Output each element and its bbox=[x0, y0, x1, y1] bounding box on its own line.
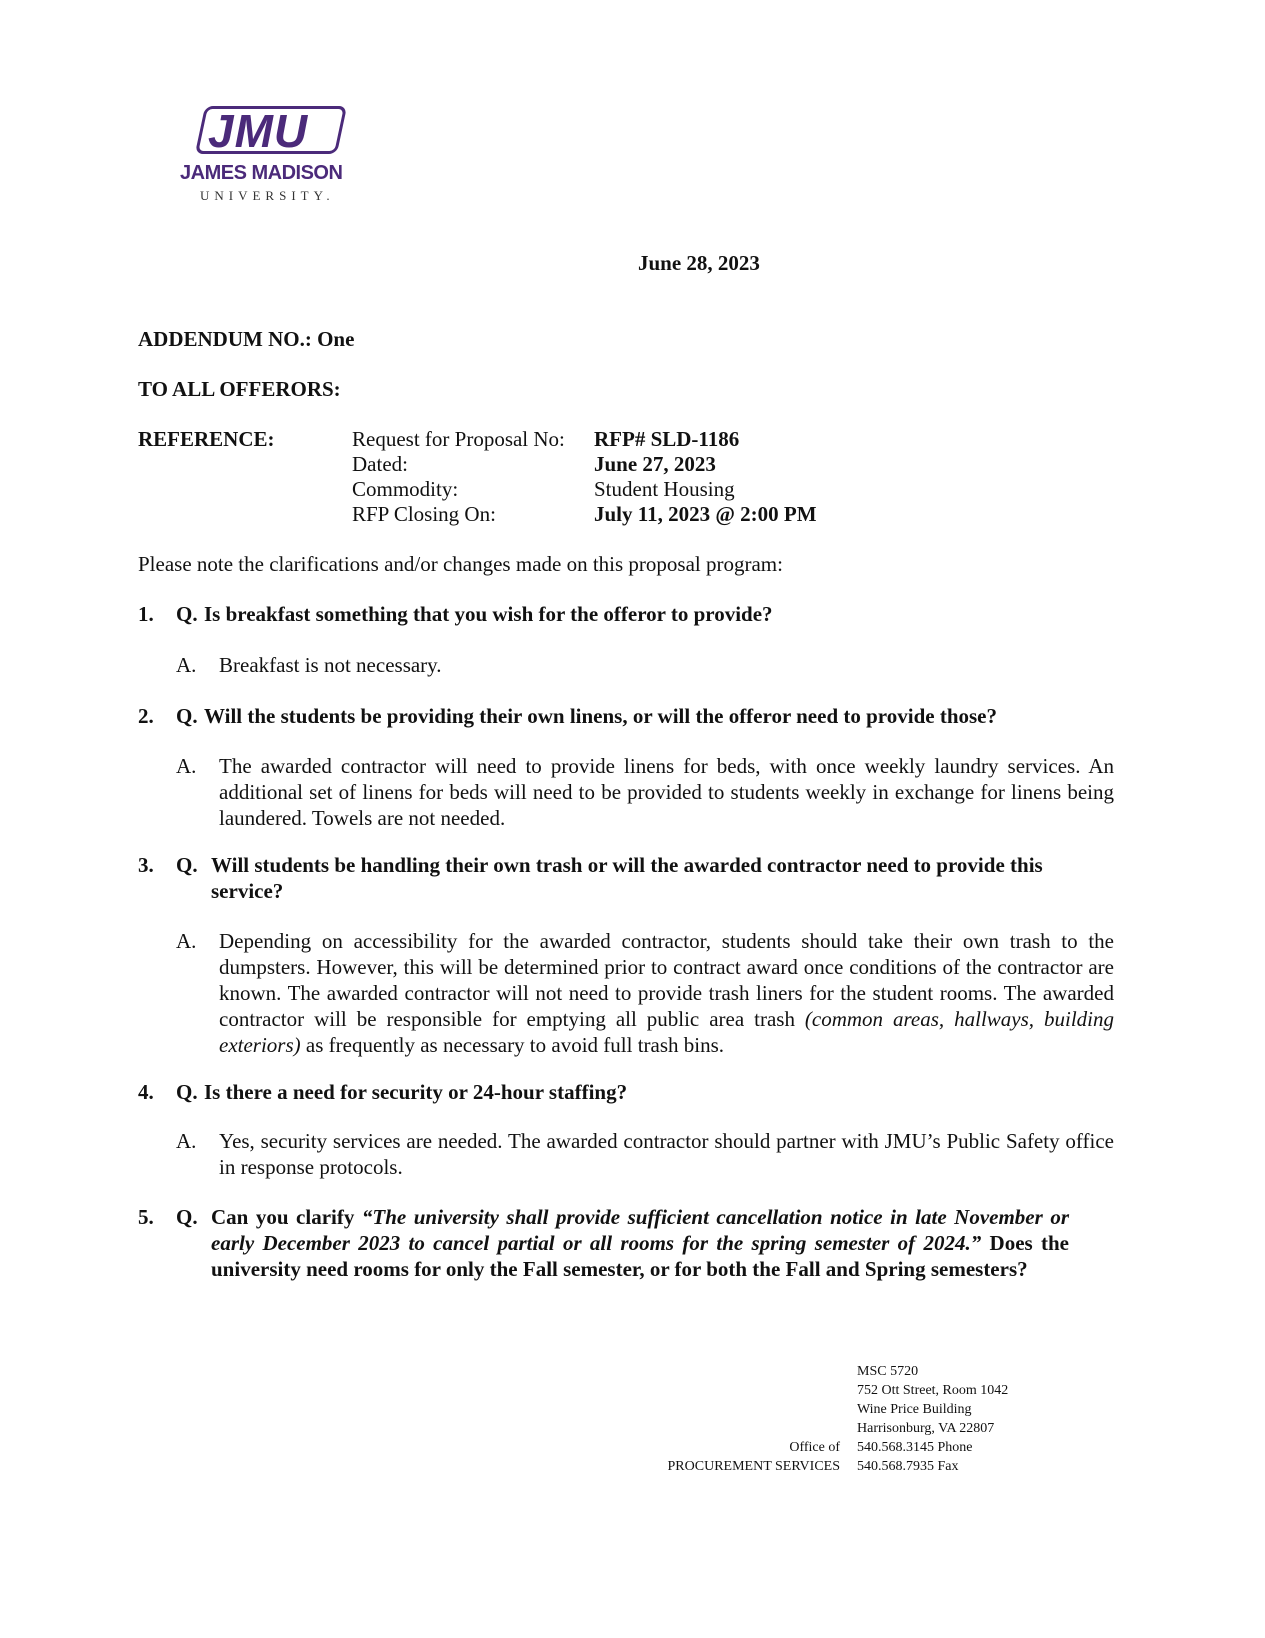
reference-row-value: July 11, 2023 @ 2:00 PM bbox=[594, 502, 817, 526]
question-marker: Q. bbox=[176, 853, 198, 877]
address-line: 752 Ott Street, Room 1042 bbox=[857, 1383, 1009, 1398]
question-marker: Q. bbox=[176, 704, 198, 728]
office-line: PROCUREMENT SERVICES bbox=[667, 1459, 840, 1474]
intro-text: Please note the clarifications and/or changes made on this proposal program: bbox=[138, 552, 783, 576]
address-line: 540.568.7935 Fax bbox=[857, 1459, 959, 1474]
jmu-logo-name: JAMES MADISON bbox=[180, 162, 343, 184]
answer-text-part: Depending on accessibility for the awarded contractor, students should take their own trash to the dumpsters. However, this will be determined prior to contract award once conditions of the contractor are known. The awarded contractor will not need to provide trash liners for the student rooms. The awarded contractor will be responsible for emptying all public area trash bbox=[219, 929, 1114, 1031]
jmu-logo-subtitle: UNIVERSITY. bbox=[200, 188, 335, 203]
answer-marker: A. bbox=[176, 929, 197, 953]
question-quote: “The university shall provide sufficient cancellation notice in late November or early December 2023 to cancel partial or all rooms for the spring semester of 2024.” bbox=[211, 1205, 1069, 1255]
reference-row-label: Request for Proposal No: bbox=[352, 427, 565, 451]
question-marker: Q. bbox=[176, 1205, 198, 1229]
item-number: 5. bbox=[138, 1205, 154, 1229]
answer-marker: A. bbox=[176, 754, 197, 778]
letter-date: June 28, 2023 bbox=[638, 251, 760, 275]
office-address bbox=[857, 1362, 1008, 1476]
answer-text: Breakfast is not necessary. bbox=[219, 653, 442, 677]
address-line: Wine Price Building bbox=[857, 1402, 972, 1417]
answer-text: Yes, security services are needed. The awarded contractor should partner with JMU’s Public Safety office in response protocols. bbox=[219, 1129, 1114, 1179]
office-line: Office of bbox=[789, 1440, 840, 1455]
reference-row-label: RFP Closing On: bbox=[352, 502, 496, 526]
question-marker: Q. bbox=[176, 1080, 198, 1104]
reference-row-label: Dated: bbox=[352, 452, 408, 476]
answer-marker: A. bbox=[176, 653, 197, 677]
item-number: 2. bbox=[138, 704, 154, 728]
reference-row-value: RFP# SLD-1186 bbox=[594, 427, 740, 451]
question-text: Will students be handling their own trash or will the awarded contractor need to provide this service? bbox=[211, 853, 1043, 903]
question-text: Is breakfast something that you wish for the offeror to provide? bbox=[204, 602, 773, 626]
item-number: 4. bbox=[138, 1080, 154, 1104]
reference-row-value: June 27, 2023 bbox=[594, 452, 716, 476]
question-text: Will the students be providing their own linens, or will the offeror need to provide those? bbox=[204, 704, 997, 728]
answer-italic-part: (common areas, hallways, building exteriors) bbox=[219, 1007, 1114, 1057]
answer-text bbox=[219, 928, 1114, 1058]
jmu-logo-mark: JMU bbox=[208, 105, 309, 157]
answer-text: The awarded contractor will need to provide linens for beds, with once weekly laundry services. An additional set of linens for beds will need to be provided to students weekly in exchange for linens being laundered. Towels are not needed. bbox=[219, 754, 1114, 830]
reference-row-value: Student Housing bbox=[594, 477, 735, 501]
office-label bbox=[640, 1438, 840, 1476]
answer-text-part: as frequently as necessary to avoid full trash bins. bbox=[300, 1033, 725, 1057]
reference-row-label: Commodity: bbox=[352, 477, 459, 501]
answer-marker: A. bbox=[176, 1129, 197, 1153]
item-number: 1. bbox=[138, 602, 154, 626]
question-marker: Q. bbox=[176, 602, 198, 626]
address-line: 540.568.3145 Phone bbox=[857, 1440, 973, 1455]
recipient-line: TO ALL OFFERORS: bbox=[138, 377, 341, 401]
address-line: MSC 5720 bbox=[857, 1364, 919, 1379]
question-text-part: Can you clarify bbox=[211, 1205, 362, 1229]
reference-label: REFERENCE: bbox=[138, 427, 275, 451]
question-text: Is there a need for security or 24-hour staffing? bbox=[204, 1080, 628, 1104]
address-line: Harrisonburg, VA 22807 bbox=[857, 1421, 995, 1436]
item-number: 3. bbox=[138, 853, 154, 877]
question-text-part: Does the university need rooms for only the Fall semester, or for both the Fall and Spring semesters? bbox=[211, 1231, 1069, 1281]
question-text bbox=[211, 1204, 1069, 1282]
addendum-number: ADDENDUM NO.: One bbox=[138, 327, 355, 351]
